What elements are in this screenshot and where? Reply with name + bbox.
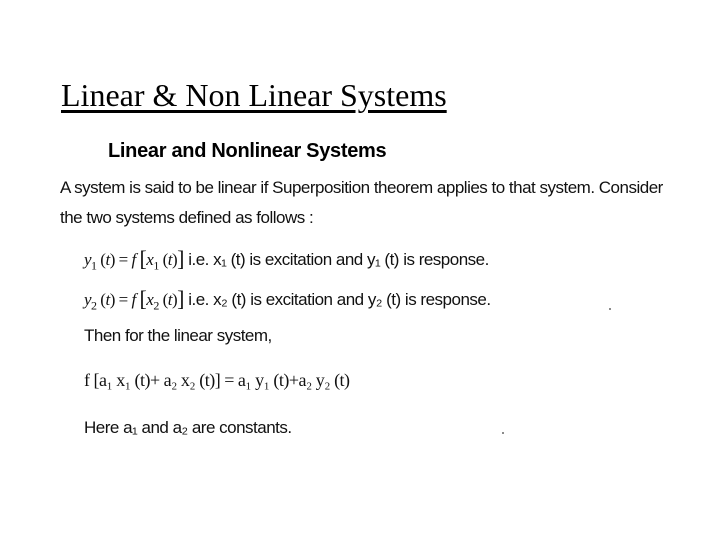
equation-2-text: i.e. x₂ (t) is excitation and y₂ (t) is response.	[188, 290, 491, 309]
intro-line-2: the two systems defined as follows :	[60, 208, 314, 227]
equation-1-text: i.e. x₁ (t) is excitation and y₁ (t) is response.	[188, 250, 489, 269]
superposition-equation: f [a₁ x₁ (t)+ a₂ x₂ (t)] = a₁ y₁ (t)+a₂ y₂ (t)	[84, 370, 350, 390]
equation-1	[84, 246, 489, 273]
scan-heading: Linear and Nonlinear Systems	[108, 140, 387, 162]
intro-line-1: A system is said to be linear if Superposition theorem applies to that system. Consider	[60, 178, 663, 197]
constants-line: Here a₁ and a₂ are constants.	[84, 418, 292, 437]
scan-speck	[502, 432, 504, 434]
equation-2	[84, 286, 491, 313]
slide-title: Linear & Non Linear Systems	[61, 77, 447, 113]
equation-2-formula: $y_2$ (t) = f [$x_2$ (t)]	[84, 286, 184, 313]
scan-speck	[609, 308, 611, 310]
then-line: Then for the linear system,	[84, 326, 272, 345]
equation-1-formula: $y_1$ (t) = f [$x_1$ (t)]	[84, 246, 184, 273]
scanned-textbook-excerpt	[56, 128, 676, 458]
